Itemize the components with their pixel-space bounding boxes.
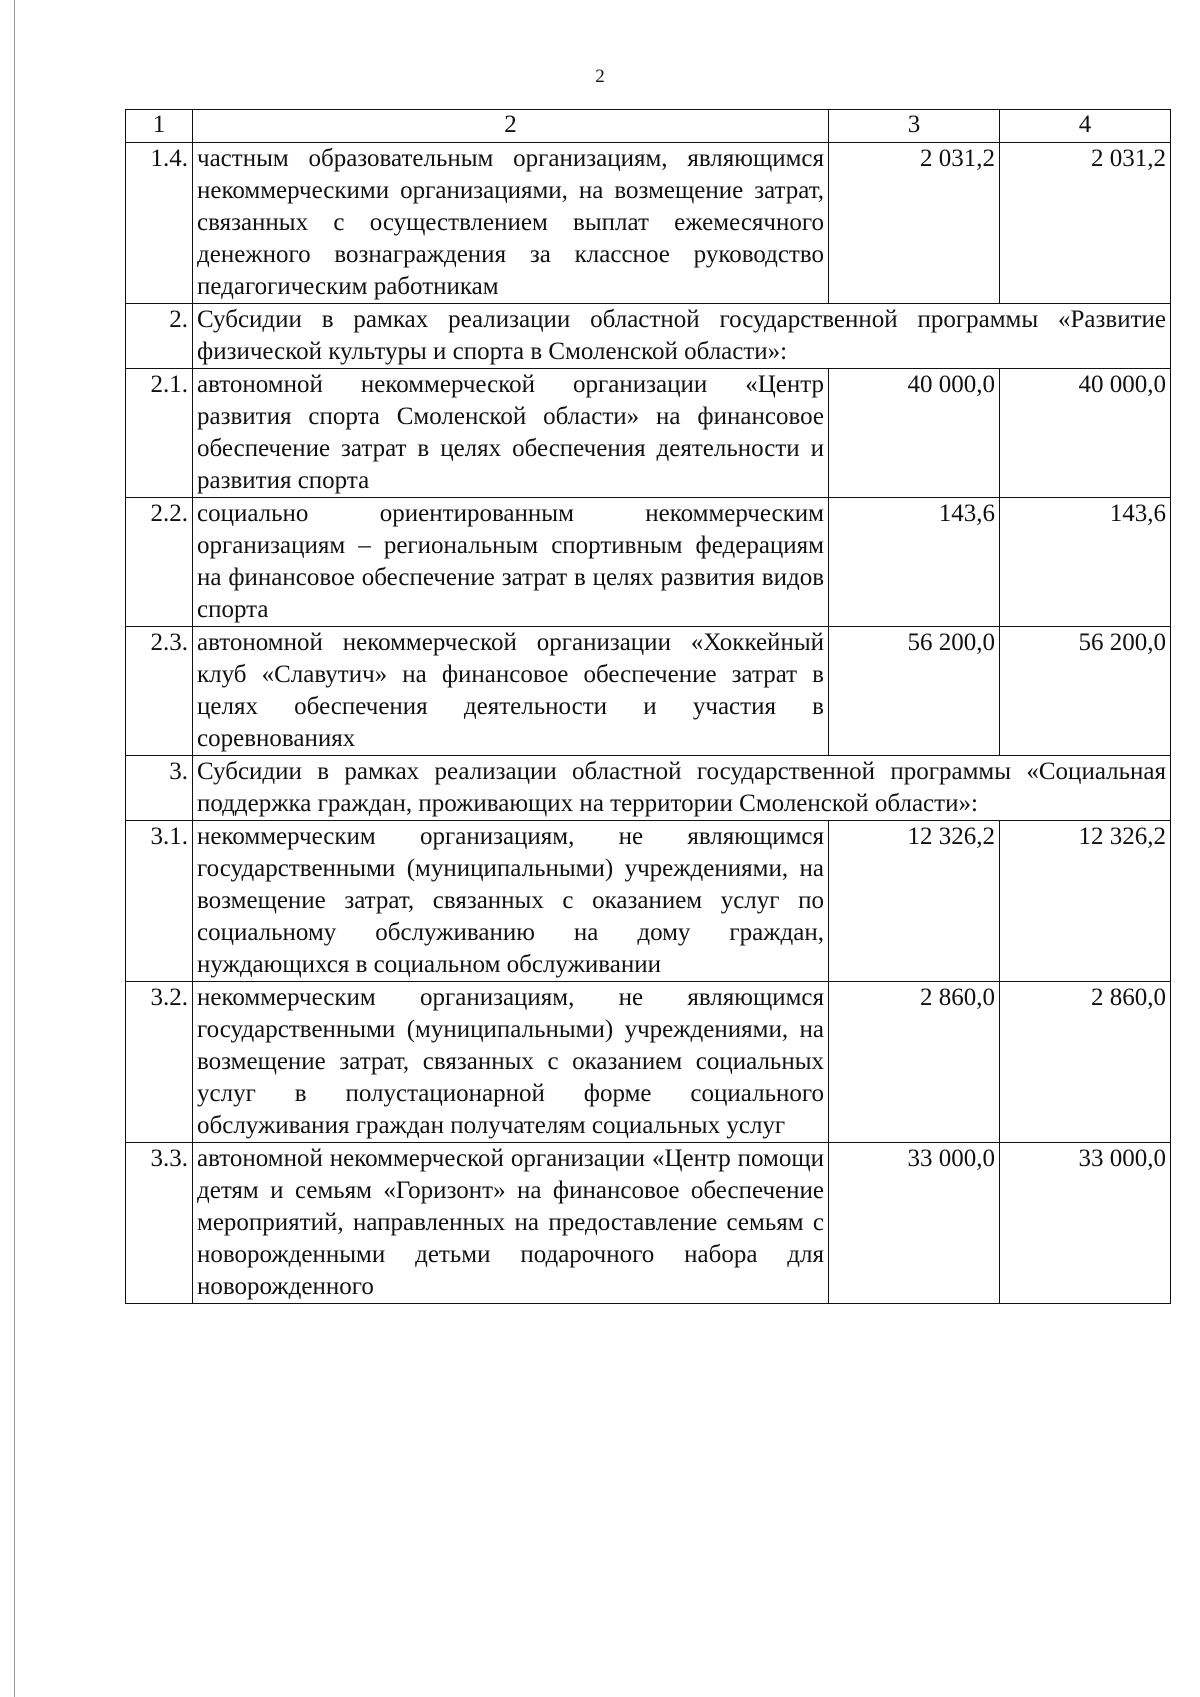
row-number: 2.1. — [126, 369, 193, 498]
row-number: 3.2. — [126, 982, 193, 1143]
section-number: 2. — [126, 304, 193, 369]
header-col-4: 4 — [1000, 110, 1171, 143]
table-row — [126, 627, 1171, 756]
table-row — [126, 1143, 1171, 1304]
section-title: Субсидии в рамках реализации областной государственной программы «Социальная поддержка граждан, проживающих на территории Смоленской области»: — [193, 756, 1171, 821]
row-description: автономной некоммерческой организации «Центр развития спорта Смоленской области» на финансовое обеспечение затрат в целях обеспечения деятельности и развития спорта — [193, 369, 829, 498]
row-value-col3: 56 200,0 — [829, 627, 1000, 756]
table-row — [126, 821, 1171, 982]
row-value-col4: 2 860,0 — [1000, 982, 1171, 1143]
table-row — [126, 982, 1171, 1143]
row-value-col4: 143,6 — [1000, 498, 1171, 627]
row-description: частным образовательным организациям, являющимся некоммерческими организациями, на возмещение затрат, связанных с осуществлением выплат ежемесячного денежного вознаграждения за классное руководство педагогическим работникам — [193, 143, 829, 304]
row-description: автономной некоммерческой организации «Центр помощи детям и семьям «Горизонт» на финансовое обеспечение мероприятий, направленных на предоставление семьям с новорожденными детьми подарочного набора для новорожденного — [193, 1143, 829, 1304]
row-value-col3: 143,6 — [829, 498, 1000, 627]
row-number: 3.3. — [126, 1143, 193, 1304]
subsidy-table — [125, 109, 1171, 1304]
scan-edge-line — [14, 0, 15, 1697]
header-col-3: 3 — [829, 110, 1000, 143]
section-row — [126, 756, 1171, 821]
table-header-row — [126, 110, 1171, 143]
row-number: 2.2. — [126, 498, 193, 627]
row-value-col4: 33 000,0 — [1000, 1143, 1171, 1304]
page-number: 2 — [595, 66, 605, 87]
row-value-col4: 2 031,2 — [1000, 143, 1171, 304]
row-description: некоммерческим организациям, не являющимся государственными (муниципальными) учреждениями, на возмещение затрат, связанных с оказанием услуг по социальному обслуживанию на дому граждан, нуждающихся в социальном обслуживании — [193, 821, 829, 982]
table-row — [126, 143, 1171, 304]
header-col-2: 2 — [193, 110, 829, 143]
row-value-col3: 33 000,0 — [829, 1143, 1000, 1304]
row-value-col3: 2 860,0 — [829, 982, 1000, 1143]
row-description: автономной некоммерческой организации «Хоккейный клуб «Славутич» на финансовое обеспечение затрат в целях обеспечения деятельности и участия в соревнованиях — [193, 627, 829, 756]
row-value-col3: 2 031,2 — [829, 143, 1000, 304]
row-number: 1.4. — [126, 143, 193, 304]
row-value-col4: 56 200,0 — [1000, 627, 1171, 756]
row-value-col3: 40 000,0 — [829, 369, 1000, 498]
row-description: социально ориентированным некоммерческим организациям – региональным спортивным федерациям на финансовое обеспечение затрат в целях развития видов спорта — [193, 498, 829, 627]
row-description: некоммерческим организациям, не являющимся государственными (муниципальными) учреждениями, на возмещение затрат, связанных с оказанием социальных услуг в полустационарной форме социального обслуживания граждан получателям социальных услуг — [193, 982, 829, 1143]
table-row — [126, 369, 1171, 498]
section-title: Субсидии в рамках реализации областной государственной программы «Развитие физической культуры и спорта в Смоленской области»: — [193, 304, 1171, 369]
row-value-col4: 12 326,2 — [1000, 821, 1171, 982]
row-value-col3: 12 326,2 — [829, 821, 1000, 982]
table-row — [126, 498, 1171, 627]
header-col-1: 1 — [126, 110, 193, 143]
row-number: 3.1. — [126, 821, 193, 982]
row-value-col4: 40 000,0 — [1000, 369, 1171, 498]
row-number: 2.3. — [126, 627, 193, 756]
section-row — [126, 304, 1171, 369]
section-number: 3. — [126, 756, 193, 821]
